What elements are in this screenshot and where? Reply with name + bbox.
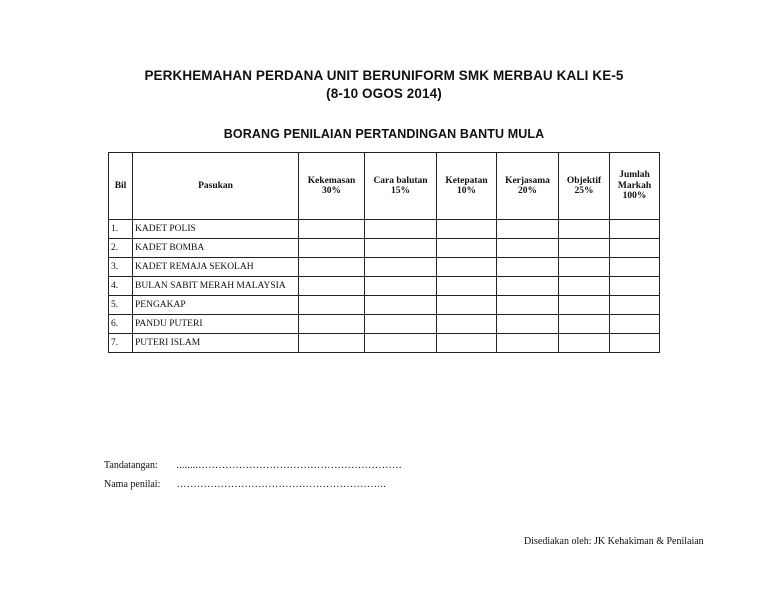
score-cell-jumlah[interactable] <box>610 258 660 277</box>
score-cell-kerjasama[interactable] <box>497 258 559 277</box>
event-title: PERKHEMAHAN PERDANA UNIT BERUNIFORM SMK MERBAU KALI KE-5 <box>144 68 624 83</box>
score-cell-objektif[interactable] <box>559 220 610 239</box>
score-cell-kerjasama[interactable] <box>497 334 559 353</box>
score-cell-kerjasama[interactable] <box>497 296 559 315</box>
header-pasukan: Pasukan <box>133 153 299 220</box>
header-jumlah-label: Jumlah <box>619 170 650 181</box>
score-cell-kekemasan[interactable] <box>299 315 365 334</box>
score-table <box>108 152 660 353</box>
score-cell-kekemasan[interactable] <box>299 277 365 296</box>
header-bil: Bil <box>109 153 133 220</box>
score-cell-ketepatan[interactable] <box>437 277 497 296</box>
score-cell-ketepatan[interactable] <box>437 334 497 353</box>
table-row <box>109 334 660 353</box>
signature-label: Tandatangan: <box>104 460 158 471</box>
score-cell-kerjasama[interactable] <box>497 277 559 296</box>
score-cell-ketepatan[interactable] <box>437 258 497 277</box>
score-cell-jumlah[interactable] <box>610 239 660 258</box>
header-kerjasama-weight: 20% <box>518 186 537 196</box>
header-cara-balutan <box>365 153 437 220</box>
score-cell-cara-balutan[interactable] <box>365 258 437 277</box>
score-cell-jumlah[interactable] <box>610 334 660 353</box>
row-bil: 1. <box>109 220 133 239</box>
score-cell-cara-balutan[interactable] <box>365 239 437 258</box>
score-cell-kekemasan[interactable] <box>299 258 365 277</box>
score-cell-kerjasama[interactable] <box>497 239 559 258</box>
row-pasukan: PANDU PUTERI <box>133 315 299 334</box>
header-ketepatan-label: Ketepatan <box>445 175 488 186</box>
form-title: BORANG PENILAIAN PERTANDINGAN BANTU MULA <box>223 127 545 141</box>
header-kerjasama-label: Kerjasama <box>505 175 550 186</box>
score-cell-objektif[interactable] <box>559 296 610 315</box>
row-pasukan: PUTERI ISLAM <box>133 334 299 353</box>
table-row <box>109 258 660 277</box>
header-kekemasan <box>299 153 365 220</box>
table-row <box>109 239 660 258</box>
row-bil: 7. <box>109 334 133 353</box>
table-row <box>109 296 660 315</box>
table-header-row <box>109 153 660 220</box>
score-cell-kekemasan[interactable] <box>299 239 365 258</box>
row-bil: 6. <box>109 315 133 334</box>
table-row <box>109 220 660 239</box>
header-ketepatan-weight: 10% <box>457 186 476 196</box>
row-pasukan: KADET BOMBA <box>133 239 299 258</box>
header-kerjasama <box>497 153 559 220</box>
row-pasukan: BULAN SABIT MERAH MALAYSIA <box>133 277 299 296</box>
signature-field[interactable]: ........…………………………………………………… <box>176 460 403 471</box>
score-cell-jumlah[interactable] <box>610 296 660 315</box>
score-cell-objektif[interactable] <box>559 315 610 334</box>
score-cell-ketepatan[interactable] <box>437 220 497 239</box>
signature-line <box>104 460 402 471</box>
assessor-name-label: Nama penilai: <box>104 479 161 490</box>
score-cell-cara-balutan[interactable] <box>365 296 437 315</box>
score-cell-cara-balutan[interactable] <box>365 277 437 296</box>
header-objektif-weight: 25% <box>574 186 594 196</box>
score-cell-cara-balutan[interactable] <box>365 315 437 334</box>
score-cell-ketepatan[interactable] <box>437 296 497 315</box>
table-row <box>109 277 660 296</box>
score-cell-cara-balutan[interactable] <box>365 220 437 239</box>
row-bil: 4. <box>109 277 133 296</box>
header-jumlah-weight: 100% <box>622 191 647 202</box>
score-cell-ketepatan[interactable] <box>437 315 497 334</box>
score-cell-objektif[interactable] <box>559 239 610 258</box>
row-pasukan: KADET REMAJA SEKOLAH <box>133 258 299 277</box>
score-cell-jumlah[interactable] <box>610 277 660 296</box>
header-objektif <box>559 153 610 220</box>
row-bil: 2. <box>109 239 133 258</box>
header-jumlah-markah <box>610 153 660 220</box>
score-cell-objektif[interactable] <box>559 277 610 296</box>
assessor-name-line <box>104 479 386 490</box>
header-objektif-label: Objektif <box>566 175 602 186</box>
score-cell-kerjasama[interactable] <box>497 220 559 239</box>
header-markah-label: Markah <box>617 180 652 191</box>
score-cell-jumlah[interactable] <box>610 315 660 334</box>
score-cell-kekemasan[interactable] <box>299 220 365 239</box>
score-cell-jumlah[interactable] <box>610 220 660 239</box>
row-bil: 5. <box>109 296 133 315</box>
score-cell-objektif[interactable] <box>559 258 610 277</box>
row-bil: 3. <box>109 258 133 277</box>
row-pasukan: PENGAKAP <box>133 296 299 315</box>
table-row <box>109 315 660 334</box>
score-cell-kekemasan[interactable] <box>299 296 365 315</box>
score-cell-cara-balutan[interactable] <box>365 334 437 353</box>
score-cell-kerjasama[interactable] <box>497 315 559 334</box>
header-kekemasan-label: Kekemasan <box>307 175 356 186</box>
header-ketepatan <box>437 153 497 220</box>
score-cell-objektif[interactable] <box>559 334 610 353</box>
prepared-by-note: Disediakan oleh: JK Kehakiman & Penilaian <box>524 536 704 547</box>
score-cell-kekemasan[interactable] <box>299 334 365 353</box>
header-kekemasan-weight: 30% <box>322 186 341 196</box>
score-cell-ketepatan[interactable] <box>437 239 497 258</box>
event-dates: (8-10 OGOS 2014) <box>326 86 442 101</box>
header-cara-balutan-weight: 15% <box>391 186 410 196</box>
row-pasukan: KADET POLIS <box>133 220 299 239</box>
header-cara-balutan-label: Cara balutan <box>373 175 428 186</box>
assessor-name-field[interactable]: …………………………………………………….. <box>176 479 386 490</box>
